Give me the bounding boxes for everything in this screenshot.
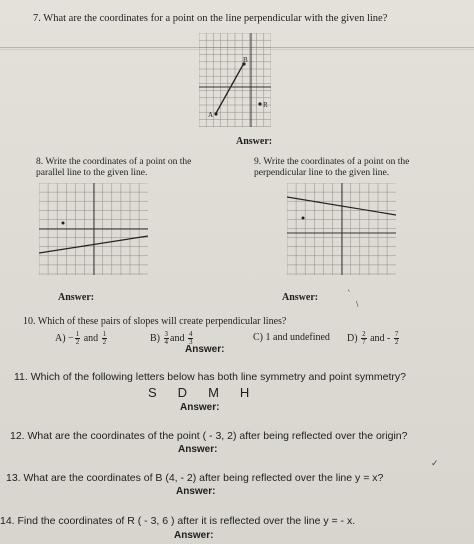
- question-11-answer-label: Answer:: [180, 402, 220, 413]
- letter-s: S: [148, 385, 157, 400]
- q11-letter-choices: [148, 386, 270, 399]
- option-letter: C): [253, 332, 263, 343]
- question-13-prompt: 13. What are the coordinates of B (4, - 2) after being reflected over the line y = x?: [6, 472, 384, 484]
- option-letter: A): [55, 332, 66, 344]
- option-conjunction: and: [170, 332, 185, 344]
- q8-point: [62, 222, 65, 225]
- question-11-prompt: 11. Which of the following letters below has both line symmetry and point symmetry?: [14, 371, 406, 383]
- question-10-prompt: 10. Which of these pairs of slopes will create perpendicular lines?: [23, 316, 287, 327]
- question-9-prompt: 9. Write the coordinates of a point on the perpendicular line to the given line.: [254, 157, 410, 178]
- option-conjunction: and -: [370, 332, 391, 344]
- option-conjunction: and: [83, 332, 99, 344]
- q9-point: [302, 217, 305, 220]
- option-text: 1 and undefined: [265, 332, 330, 343]
- question-10-answer-label: Answer:: [185, 344, 225, 355]
- question-8-answer-label: Answer:: [58, 292, 95, 303]
- fraction: $\frac{4}{3}$: [188, 330, 193, 346]
- pencil-mark-icon: `: [347, 290, 352, 300]
- letter-h: H: [239, 385, 250, 400]
- option-letter: D): [347, 332, 358, 344]
- question-9-graph: [287, 183, 396, 275]
- question-13-answer-label: Answer:: [176, 486, 216, 497]
- fraction: $\frac{2}{7}$: [362, 330, 366, 346]
- q7-point-r: [258, 102, 261, 105]
- q7-point-a: [214, 112, 217, 115]
- question-7-answer-label: Answer:: [236, 136, 273, 147]
- q7-given-line: [215, 63, 244, 115]
- option-sign: −: [68, 332, 74, 344]
- fraction: $\frac{7}{2}$: [394, 330, 399, 346]
- fraction: $\frac{3}{4}$: [164, 330, 168, 346]
- q10-option-a[interactable]: [55, 331, 108, 346]
- question-9-answer-label: Answer:: [282, 292, 319, 303]
- question-8-graph: [39, 183, 148, 275]
- q10-option-c[interactable]: [253, 333, 330, 343]
- q7-label-a: A: [208, 111, 214, 119]
- fraction: $\frac{1}{2}$: [102, 330, 107, 346]
- question-12-answer-label: Answer:: [178, 444, 218, 455]
- q7-label-r: R: [263, 101, 268, 109]
- pencil-mark-icon: ✓: [431, 459, 439, 469]
- question-14-prompt: 14. Find the coordinates of R ( - 3, 6 ) after it is reflected over the line y = - x.: [0, 515, 356, 527]
- letter-m: M: [208, 385, 219, 400]
- question-7-prompt: 7. What are the coordinates for a point on the line perpendicular with the given line?: [33, 13, 388, 24]
- option-letter: B): [150, 332, 160, 344]
- q10-option-d[interactable]: [347, 331, 400, 346]
- q7-label-b: B: [243, 56, 248, 64]
- fraction: $\frac{1}{2}$: [75, 330, 80, 346]
- letter-d: D: [177, 385, 188, 400]
- question-12-prompt: 12. What are the coordinates of the point ( - 3, 2) after being reflected over the origin?: [10, 430, 408, 442]
- question-14-answer-label: Answer:: [174, 530, 214, 541]
- question-8-prompt: 8. Write the coordinates of a point on the parallel line to the given line.: [36, 157, 192, 178]
- question-7-graph: [199, 33, 271, 127]
- pencil-mark-icon: \: [356, 300, 359, 308]
